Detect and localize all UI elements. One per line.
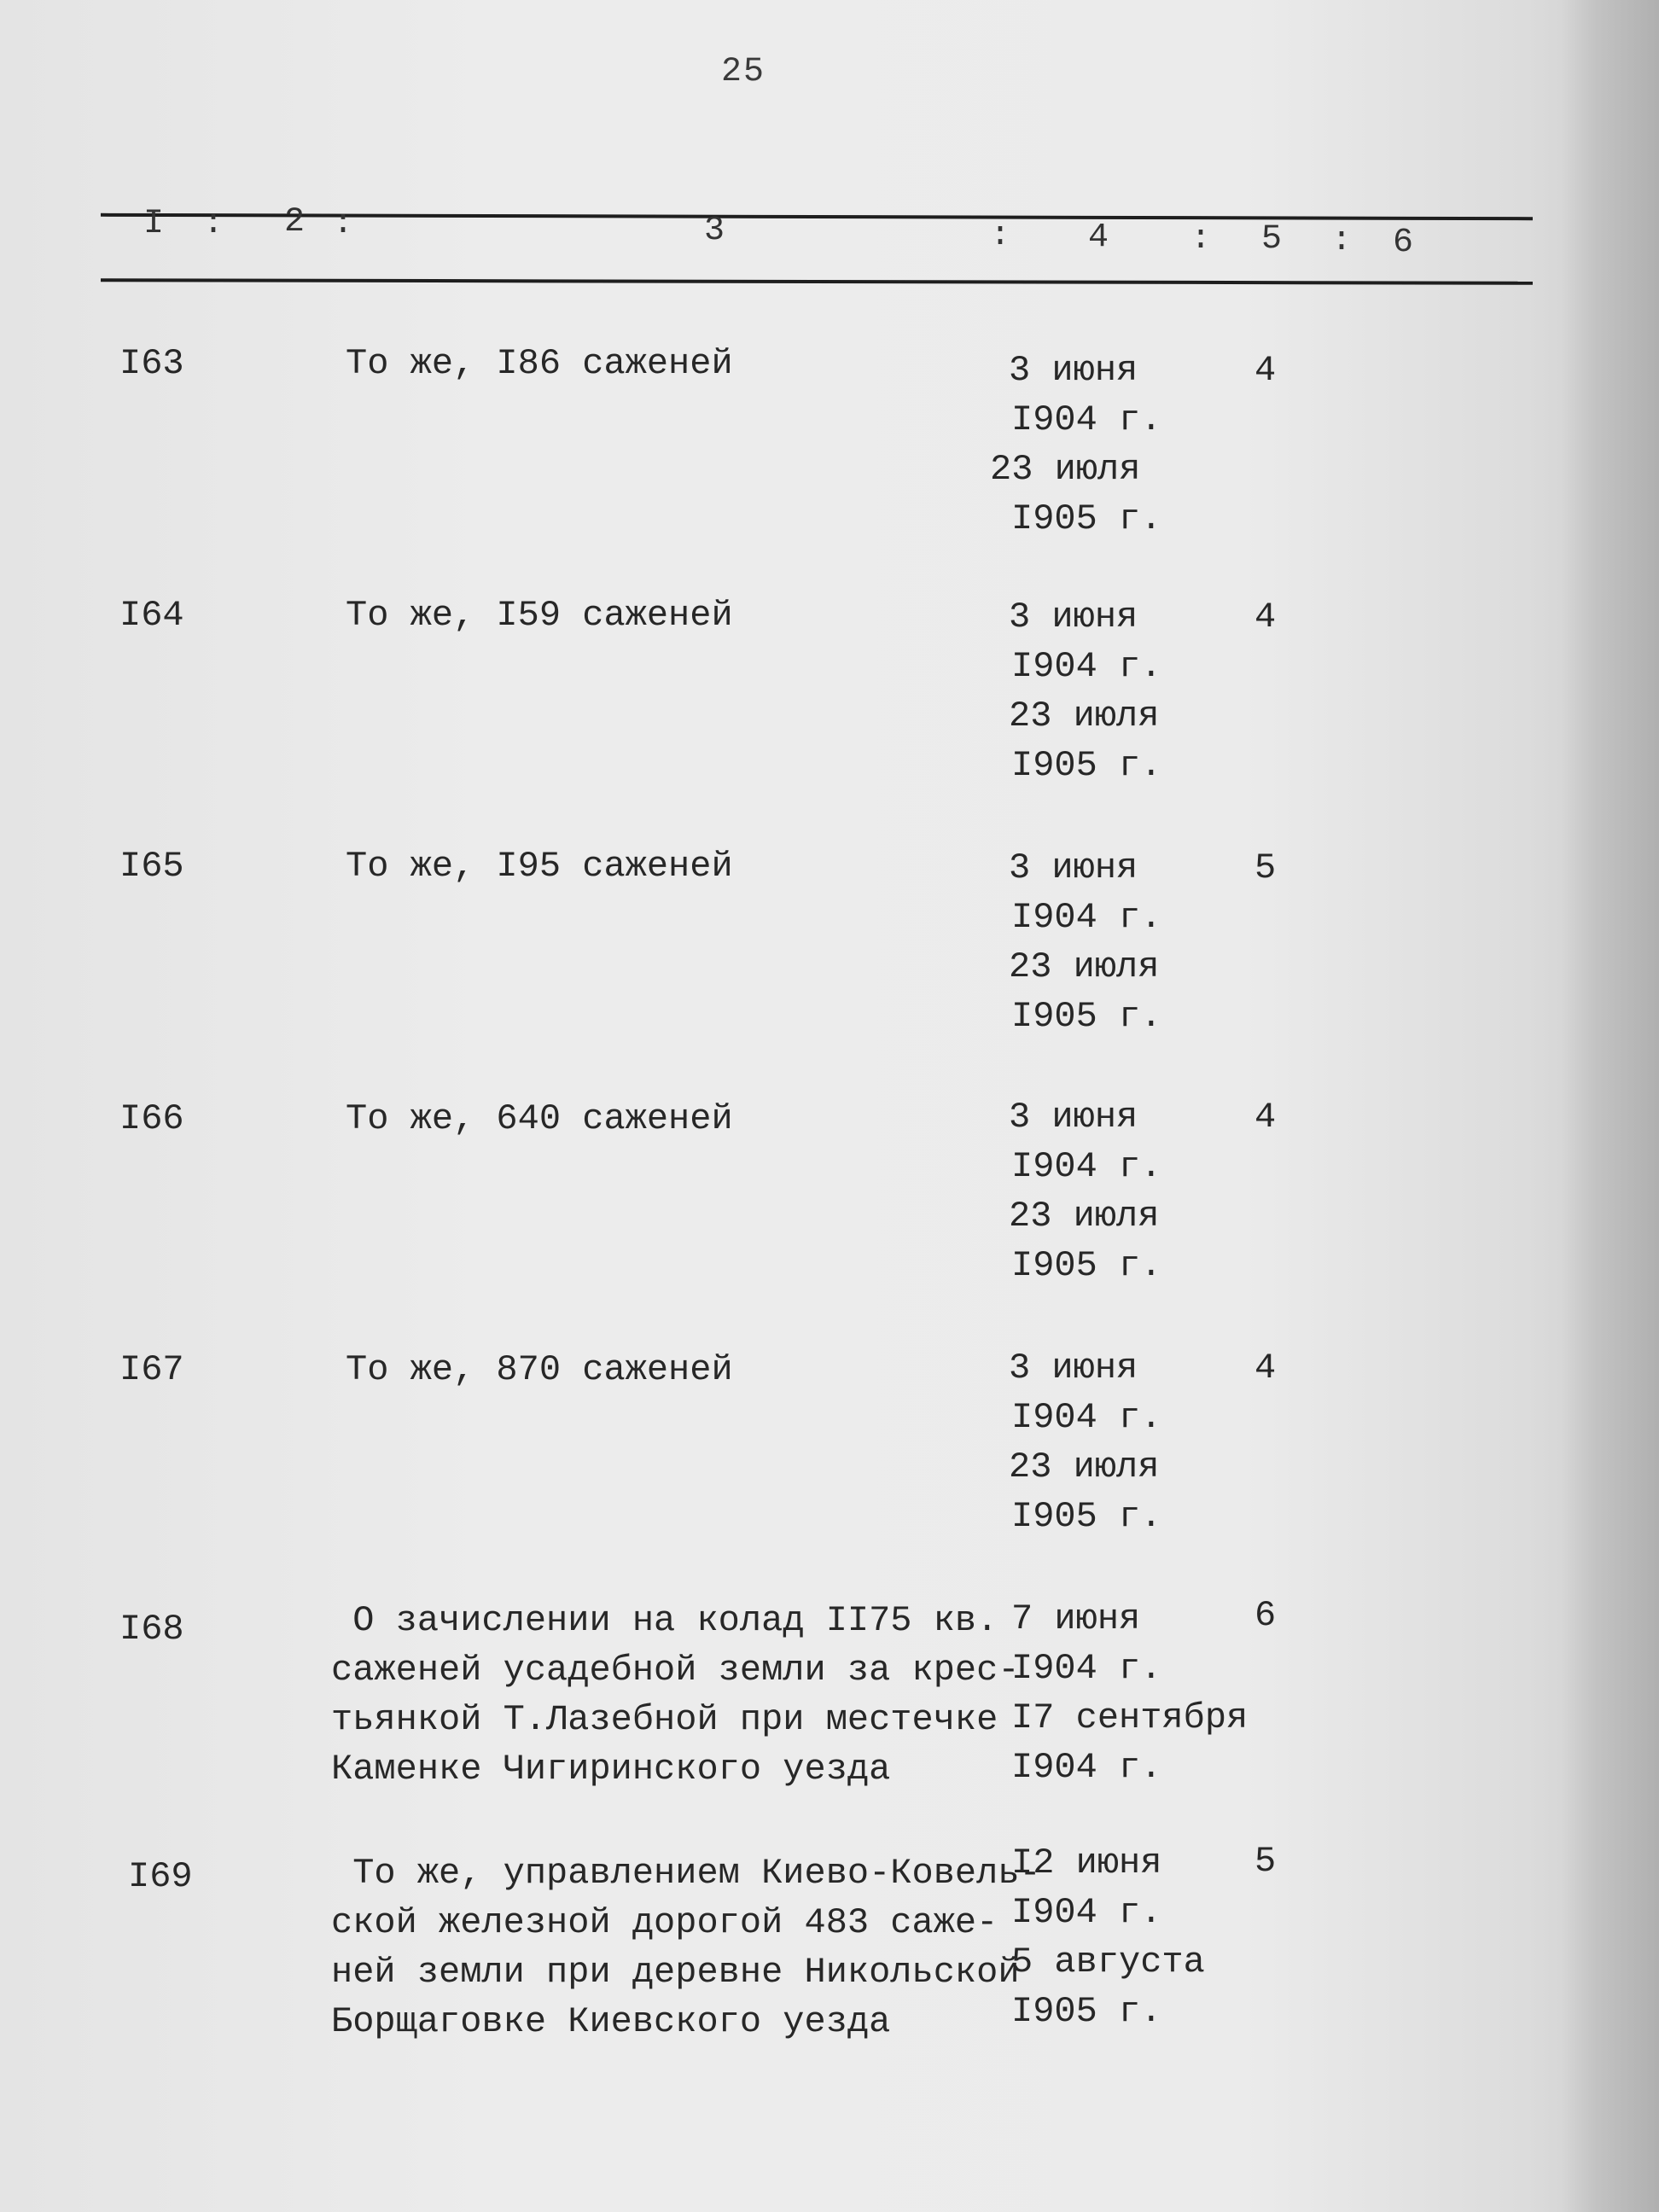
header-col-5: 5: [1261, 220, 1283, 259]
entry-date-line: I905 г.: [1011, 996, 1162, 1037]
entry-description-line: То же, I86 саженей: [346, 343, 733, 384]
entry-description-line: То же, I59 саженей: [346, 595, 733, 636]
entry-date-line: I905 г.: [1011, 1991, 1162, 2032]
entry-number: I67: [119, 1349, 184, 1390]
table-top-rule: [101, 213, 1533, 220]
entry-date-line: I7 сентября: [1011, 1697, 1249, 1738]
entry-date-line: 23 июля: [1009, 1447, 1160, 1487]
header-col-2: 2: [284, 203, 306, 242]
entry-description-line: О зачислении на колад II75 кв.: [331, 1600, 998, 1641]
entry-pages: 4: [1254, 597, 1277, 637]
entry-pages: 5: [1254, 847, 1277, 888]
entry-date-line: 3 июня: [1009, 847, 1138, 888]
entry-date-line: 23 июля: [1009, 1196, 1160, 1237]
entry-date-line: I904 г.: [1011, 1892, 1162, 1933]
entry-date-line: I904 г.: [1011, 1648, 1162, 1689]
table-header-rule: [101, 278, 1533, 285]
entry-description-line: То же, управлением Киево-Ковель-: [331, 1853, 1041, 1894]
entry-description-line: тьянкой Т.Лазебной при местечке: [331, 1699, 998, 1740]
entry-pages: 4: [1254, 350, 1277, 391]
entry-date-line: 23 июля: [1009, 696, 1160, 736]
header-separator: :: [203, 205, 224, 243]
entry-date-line: I905 г.: [1011, 498, 1162, 539]
entry-description-line: То же, I95 саженей: [346, 846, 733, 887]
entry-number: I65: [119, 846, 184, 887]
entry-description-line: ской железной дорогой 483 саже-: [331, 1902, 998, 1943]
header-separator: :: [990, 217, 1011, 255]
entry-number: I64: [119, 595, 184, 636]
entry-date-line: 23 июля: [1009, 946, 1160, 987]
entry-date-line: I904 г.: [1011, 1747, 1162, 1788]
entry-number: I68: [119, 1609, 184, 1650]
entry-date-line: I904 г.: [1011, 1397, 1162, 1438]
header-separator: :: [1331, 222, 1353, 260]
header-col-1: I: [143, 205, 165, 243]
entry-date-line: 7 июня: [1011, 1598, 1141, 1639]
entry-description-line: Борщаговке Киевского уезда: [331, 2001, 891, 2042]
entry-number: I69: [128, 1856, 193, 1897]
entry-date-line: I2 июня: [1011, 1842, 1162, 1883]
entry-description-line: Каменке Чигиринского уезда: [331, 1749, 891, 1790]
entry-date-line: 3 июня: [1009, 1348, 1138, 1388]
entry-date-line: I905 г.: [1011, 1245, 1162, 1286]
header-col-3: 3: [704, 212, 725, 250]
entry-date-line: I904 г.: [1011, 897, 1162, 938]
entry-number: I66: [119, 1098, 184, 1139]
header-separator: :: [333, 205, 354, 243]
entry-date-line: I905 г.: [1011, 1496, 1162, 1537]
entry-date-line: 3 июня: [1009, 1097, 1138, 1138]
page-number: 25: [721, 53, 766, 91]
entry-pages: 5: [1254, 1841, 1277, 1882]
entry-date-line: 3 июня: [1009, 597, 1138, 637]
entry-number: I63: [119, 343, 184, 384]
entry-description-line: То же, 640 саженей: [346, 1098, 733, 1139]
entry-date-line: I904 г.: [1011, 399, 1162, 440]
entry-date-line: I904 г.: [1011, 1146, 1162, 1187]
entry-description-line: саженей усадебной земли за крес-: [331, 1650, 1020, 1691]
entry-date-line: I905 г.: [1011, 745, 1162, 786]
entry-date-line: 5 августа: [1011, 1941, 1205, 1982]
entry-pages: 4: [1254, 1097, 1277, 1138]
entry-pages: 6: [1254, 1595, 1277, 1636]
entry-description-line: То же, 870 саженей: [346, 1349, 733, 1390]
entry-pages: 4: [1254, 1348, 1277, 1388]
header-col-4: 4: [1088, 218, 1109, 257]
entry-description-line: ней земли при деревне Никольской: [331, 1952, 1020, 1993]
page-edge-shadow: [1562, 0, 1659, 2212]
header-separator: :: [1190, 220, 1212, 259]
header-col-6: 6: [1393, 224, 1414, 262]
entry-date-line: 3 июня: [1009, 350, 1138, 391]
entry-date-line: I904 г.: [1011, 646, 1162, 687]
entry-date-line: 23 июля: [990, 449, 1141, 490]
